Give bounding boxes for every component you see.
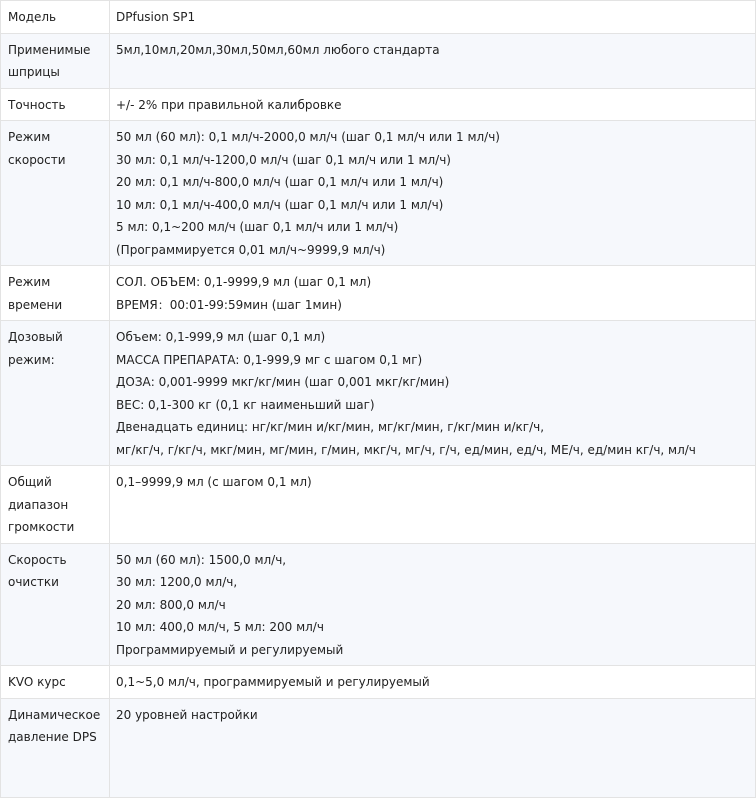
row-label <box>1 33 110 88</box>
row-value <box>110 1 756 34</box>
value-line: СОЛ. ОБЪЕМ: 0,1-9999,9 мл (шаг 0,1 мл) <box>116 275 372 289</box>
value-line: 20 мл: 800,0 мл/ч <box>116 597 226 612</box>
table-row <box>1 121 756 266</box>
value-line: ДОЗА: 0,001-9999 мкг/кг/мин (шаг 0,001 мкг/кг/мин) <box>116 375 450 389</box>
value-line: 30 мл: 0,1 мл/ч-1200,0 мл/ч (шаг 0,1 мл/ч или 1 мл/ч) <box>116 152 451 167</box>
value-line: 50 мл (60 мл): 0,1 мл/ч-2000,0 мл/ч (шаг 0,1 мл/ч или 1 мл/ч) <box>116 130 500 144</box>
value-line: 0,1–9999,9 мл (с шагом 0,1 мл) <box>116 475 312 489</box>
value-line: мг/кг/ч, г/кг/ч, мкг/мин, мг/мин, г/мин, мкг/ч, мг/ч, г/ч, ед/мин, ед/ч, МЕ/ч, ед/мин кг/ч, мл/ч <box>116 442 696 457</box>
row-value <box>110 666 756 699</box>
row-value <box>110 266 756 321</box>
value-line: 20 уровней настройки <box>116 707 258 722</box>
value-line: Объем: 0,1-999,9 мл (шаг 0,1 мл) <box>116 330 326 344</box>
row-label-text: Модель <box>8 10 57 24</box>
row-label <box>1 266 110 321</box>
row-label <box>1 321 110 466</box>
row-label-text: Точность <box>8 97 66 112</box>
table-row <box>1 1 756 34</box>
row-value <box>110 121 756 266</box>
row-label <box>1 1 110 34</box>
value-line: +/- 2% при правильной калибровке <box>116 97 342 112</box>
table-row <box>1 266 756 321</box>
row-label-text: Общий диапазон громкости <box>8 475 75 534</box>
table-row <box>1 466 756 544</box>
table-row <box>1 543 756 666</box>
row-label <box>1 466 110 544</box>
row-label-text: Применимые шприцы <box>8 42 91 79</box>
value-line: (Программируется 0,01 мл/ч~9999,9 мл/ч) <box>116 242 386 257</box>
value-line: 10 мл: 0,1 мл/ч-400,0 мл/ч (шаг 0,1 мл/ч или 1 мл/ч) <box>116 197 444 212</box>
table-row <box>1 321 756 466</box>
row-label-text: KVO курс <box>8 675 66 689</box>
row-value <box>110 33 756 88</box>
value-line: Программируемый и регулируемый <box>116 642 344 657</box>
value-line: МАССА ПРЕПАРАТА: 0,1-999,9 мг с шагом 0,1 мг) <box>116 352 423 367</box>
row-label <box>1 543 110 666</box>
row-value <box>110 698 756 797</box>
table-row <box>1 666 756 699</box>
row-value <box>110 543 756 666</box>
table-row <box>1 33 756 88</box>
value-line: ВЕС: 0,1-300 кг (0,1 кг наименьший шаг) <box>116 397 375 412</box>
value-line: 50 мл (60 мл): 1500,0 мл/ч, <box>116 552 287 567</box>
value-line: 5мл,10мл,20мл,30мл,50мл,60мл любого стандарта <box>116 42 440 57</box>
row-label <box>1 121 110 266</box>
value-line: Двенадцать единиц: нг/кг/мин и/кг/мин, мг/кг/мин, г/кг/мин и/кг/ч, <box>116 420 545 434</box>
row-value <box>110 321 756 466</box>
row-label-text: Дозовый режим: <box>8 330 63 367</box>
row-label-text: Динамическое давление DPS <box>8 707 101 744</box>
row-label <box>1 88 110 121</box>
value-line: 10 мл: 400,0 мл/ч, 5 мл: 200 мл/ч <box>116 620 324 634</box>
value-line: DPfusion SP1 <box>116 10 196 24</box>
row-label-text: Режим времени <box>8 275 63 312</box>
row-label <box>1 666 110 699</box>
row-value <box>110 88 756 121</box>
row-label-text: Режим скорости <box>8 130 66 167</box>
row-value <box>110 466 756 544</box>
row-label-text: Скорость очистки <box>8 552 67 589</box>
value-line: 20 мл: 0,1 мл/ч-800,0 мл/ч (шаг 0,1 мл/ч или 1 мл/ч) <box>116 175 444 189</box>
spec-table-body <box>1 1 756 798</box>
row-label <box>1 698 110 797</box>
value-line: 0,1~5,0 мл/ч, программируемый и регулируемый <box>116 675 430 689</box>
value-line: ВРЕМЯ：00:01-99:59мин (шаг 1мин) <box>116 297 342 312</box>
value-line: 30 мл: 1200,0 мл/ч, <box>116 575 238 589</box>
value-line: 5 мл: 0,1~200 мл/ч (шаг 0,1 мл/ч или 1 мл/ч) <box>116 220 399 234</box>
table-row <box>1 698 756 797</box>
table-row <box>1 88 756 121</box>
